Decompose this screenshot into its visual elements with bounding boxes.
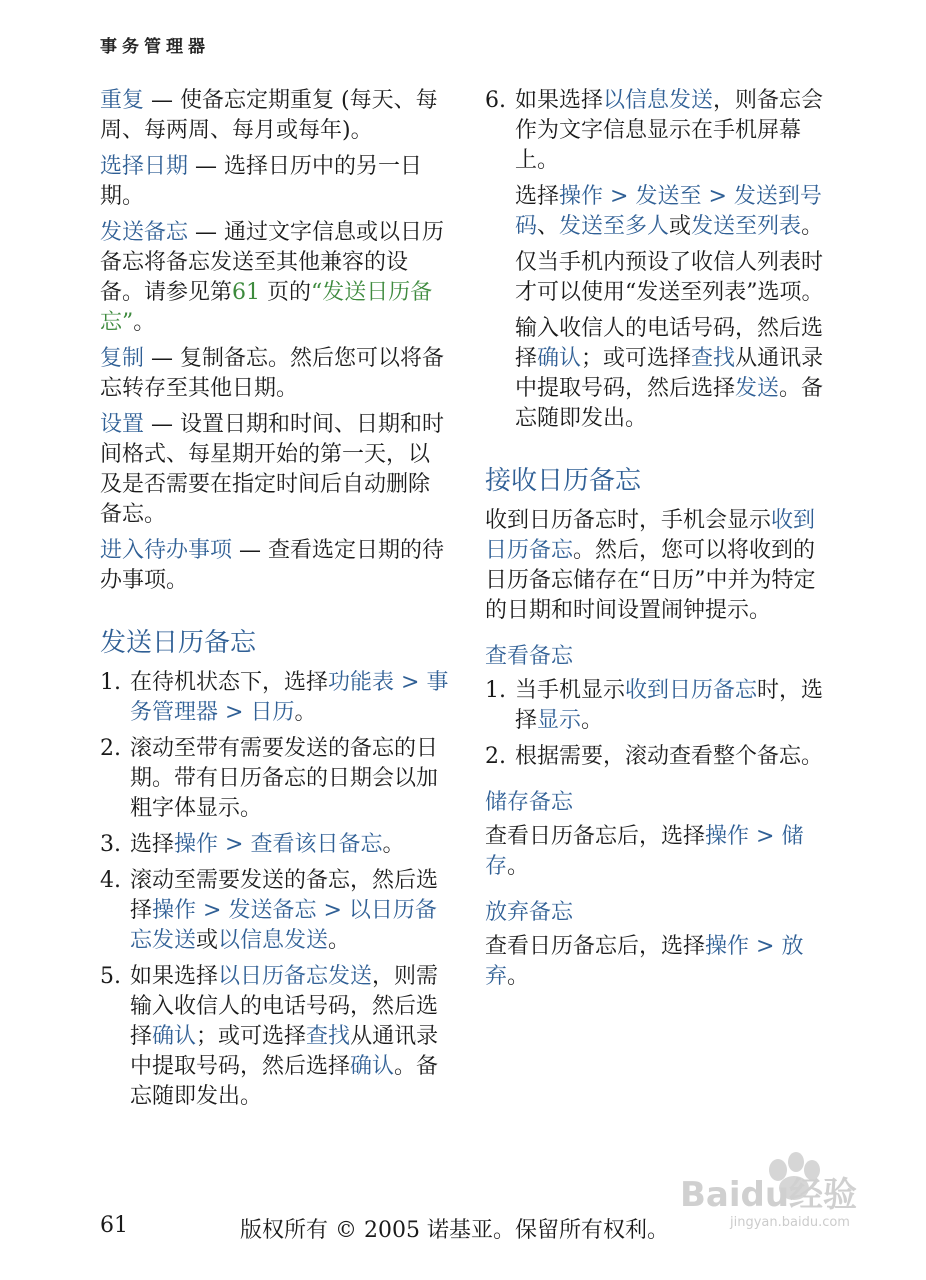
view-steps-list (485, 676, 835, 772)
list-item: 1. 当手机显示收到日历备忘时，选择显示。 (485, 678, 824, 733)
option-repeat: 重复 — 使备忘定期重复 (每天、每周、每两周、每月或每年)。 (100, 88, 438, 143)
menu-link[interactable]: 以日历备忘发送 (130, 898, 437, 953)
list-item: 2. 滚动至带有需要发送的备忘的日期。带有日历备忘的日期会以加粗字体显示。 (100, 736, 439, 821)
watermark-logo-text: Baidu经验 (680, 1175, 858, 1215)
menu-link[interactable]: 以日历备忘发送 (218, 964, 373, 989)
list-item: 6. 如果选择以信息发送，则备忘会作为文字信息显示在手机屏幕上。 (485, 88, 824, 173)
menu-link[interactable]: 操作 (705, 934, 750, 959)
menu-link[interactable]: 发送至列表 (691, 214, 802, 239)
term-link[interactable]: 进入待办事项 (100, 538, 233, 563)
menu-link[interactable]: 放弃 (485, 934, 804, 989)
page-reference[interactable]: 61 (232, 280, 261, 305)
menu-link[interactable]: 收到日历备忘 (485, 508, 816, 563)
left-column (100, 86, 450, 1118)
menu-link[interactable]: 操作 (559, 184, 604, 209)
section-title-send: 发送日历备忘 (100, 628, 257, 658)
list-item: 4. 滚动至需要发送的备忘，然后选择操作 > 发送备忘 > 以日历备忘发送或以信息发送。 (100, 868, 439, 953)
send-steps-list (100, 668, 450, 1112)
option-copy: 复制 — 复制备忘。然后您可以将备忘转存至其他日期。 (100, 346, 445, 401)
term-link[interactable]: 设置 (100, 412, 145, 437)
menu-link[interactable]: 收到日历备忘 (625, 678, 758, 703)
option-todo: 进入待办事项 — 查看选定日期的待办事项。 (100, 538, 445, 593)
option-send-note: 发送备忘 — 通过文字信息或以日历备忘将备忘发送至其他兼容的设备。请参见第61 页的“发送日历备忘”。 (100, 220, 445, 335)
discard-paragraph: 查看日历备忘后，选择操作 > 放弃。 (485, 934, 804, 989)
menu-link[interactable]: 确认 (350, 1054, 395, 1079)
save-paragraph: 查看日历备忘后，选择操作 > 储存。 (485, 824, 804, 879)
list-item: 2. 根据需要，滚动查看整个备忘。 (485, 744, 824, 769)
term-link[interactable]: 选择日期 (100, 154, 189, 179)
term-link[interactable]: 复制 (100, 346, 145, 371)
subsection-title-discard: 放弃备忘 (485, 900, 574, 925)
menu-link[interactable]: 以信息发送 (218, 928, 329, 953)
menu-link[interactable]: 发送 (735, 376, 780, 401)
menu-link[interactable]: 操作 (152, 898, 197, 923)
list-item: 3. 选择操作 > 查看该日备忘。 (100, 832, 405, 857)
menu-link[interactable]: 显示 (537, 708, 582, 733)
list-item: 1. 在待机状态下，选择功能表 > 事务管理器 > 日历。 (100, 670, 449, 725)
receive-paragraph: 收到日历备忘时，手机会显示收到日历备忘。然后，您可以将收到的日历备忘储存在“日历”中并为特定的日期和时间设置闹钟提示。 (485, 508, 816, 623)
term-link[interactable]: 发送备忘 (100, 220, 189, 245)
menu-link[interactable]: 事务管理器 (130, 670, 449, 725)
section-title-receive: 接收日历备忘 (485, 466, 642, 496)
cross-reference-link[interactable]: “发送日历备忘” (100, 280, 433, 335)
menu-link[interactable]: 以信息发送 (603, 88, 714, 113)
menu-link[interactable]: 查找 (691, 346, 736, 371)
send-steps-list-continued (485, 86, 835, 176)
menu-link[interactable]: 确认 (152, 1024, 197, 1049)
list-item: 5. 如果选择以日历备忘发送，则需输入收信人的电话号码，然后选择确认；或可选择查找从通讯录中提取号码，然后选择确认。备忘随即发出。 (100, 964, 439, 1109)
subsection-title-save: 储存备忘 (485, 790, 574, 815)
subsection-title-view: 查看备忘 (485, 644, 574, 669)
step6-sub-note: 仅当手机内预设了收信人列表时才可以使用“发送至列表”选项。 (515, 250, 824, 305)
option-settings: 设置 — 设置日期和时间、日期和时间格式、每星期开始的第一天，以及是否需要在指定时间后自动删除备忘。 (100, 412, 445, 527)
step6-sub-select: 选择操作 > 发送至 > 发送到号码、发送至多人或发送至列表。 (515, 184, 824, 239)
option-select-date: 选择日期 — 选择日历中的另一日期。 (100, 154, 423, 209)
baidu-watermark (660, 1140, 880, 1230)
watermark-url: jingyan.baidu.com (730, 1215, 850, 1230)
running-header: 事务管理器 (100, 37, 210, 57)
menu-link[interactable]: 发送备忘 (228, 898, 317, 923)
menu-link[interactable]: 操作 (174, 832, 219, 857)
menu-link[interactable]: 发送至多人 (559, 214, 670, 239)
step6-sub-input: 输入收信人的电话号码，然后选择确认；或可选择查找从通讯录中提取号码，然后选择发送。备忘随即发出。 (515, 316, 824, 431)
page-number: 61 (100, 1213, 128, 1238)
menu-link[interactable]: 操作 (705, 824, 750, 849)
copyright-notice: 版权所有 © 2005 诺基亚。保留所有权利。 (240, 1218, 669, 1243)
term-link[interactable]: 重复 (100, 88, 145, 113)
right-column (485, 86, 835, 998)
menu-link[interactable]: 查看该日备忘 (250, 832, 383, 857)
menu-link[interactable]: 日历 (250, 700, 295, 725)
menu-link[interactable]: 储存 (485, 824, 804, 879)
menu-link[interactable]: 确认 (537, 346, 582, 371)
menu-link[interactable]: 发送至 (635, 184, 702, 209)
menu-link[interactable]: 功能表 (328, 670, 395, 695)
menu-link[interactable]: 查找 (306, 1024, 351, 1049)
menu-link[interactable]: 发送到号码 (515, 184, 822, 239)
